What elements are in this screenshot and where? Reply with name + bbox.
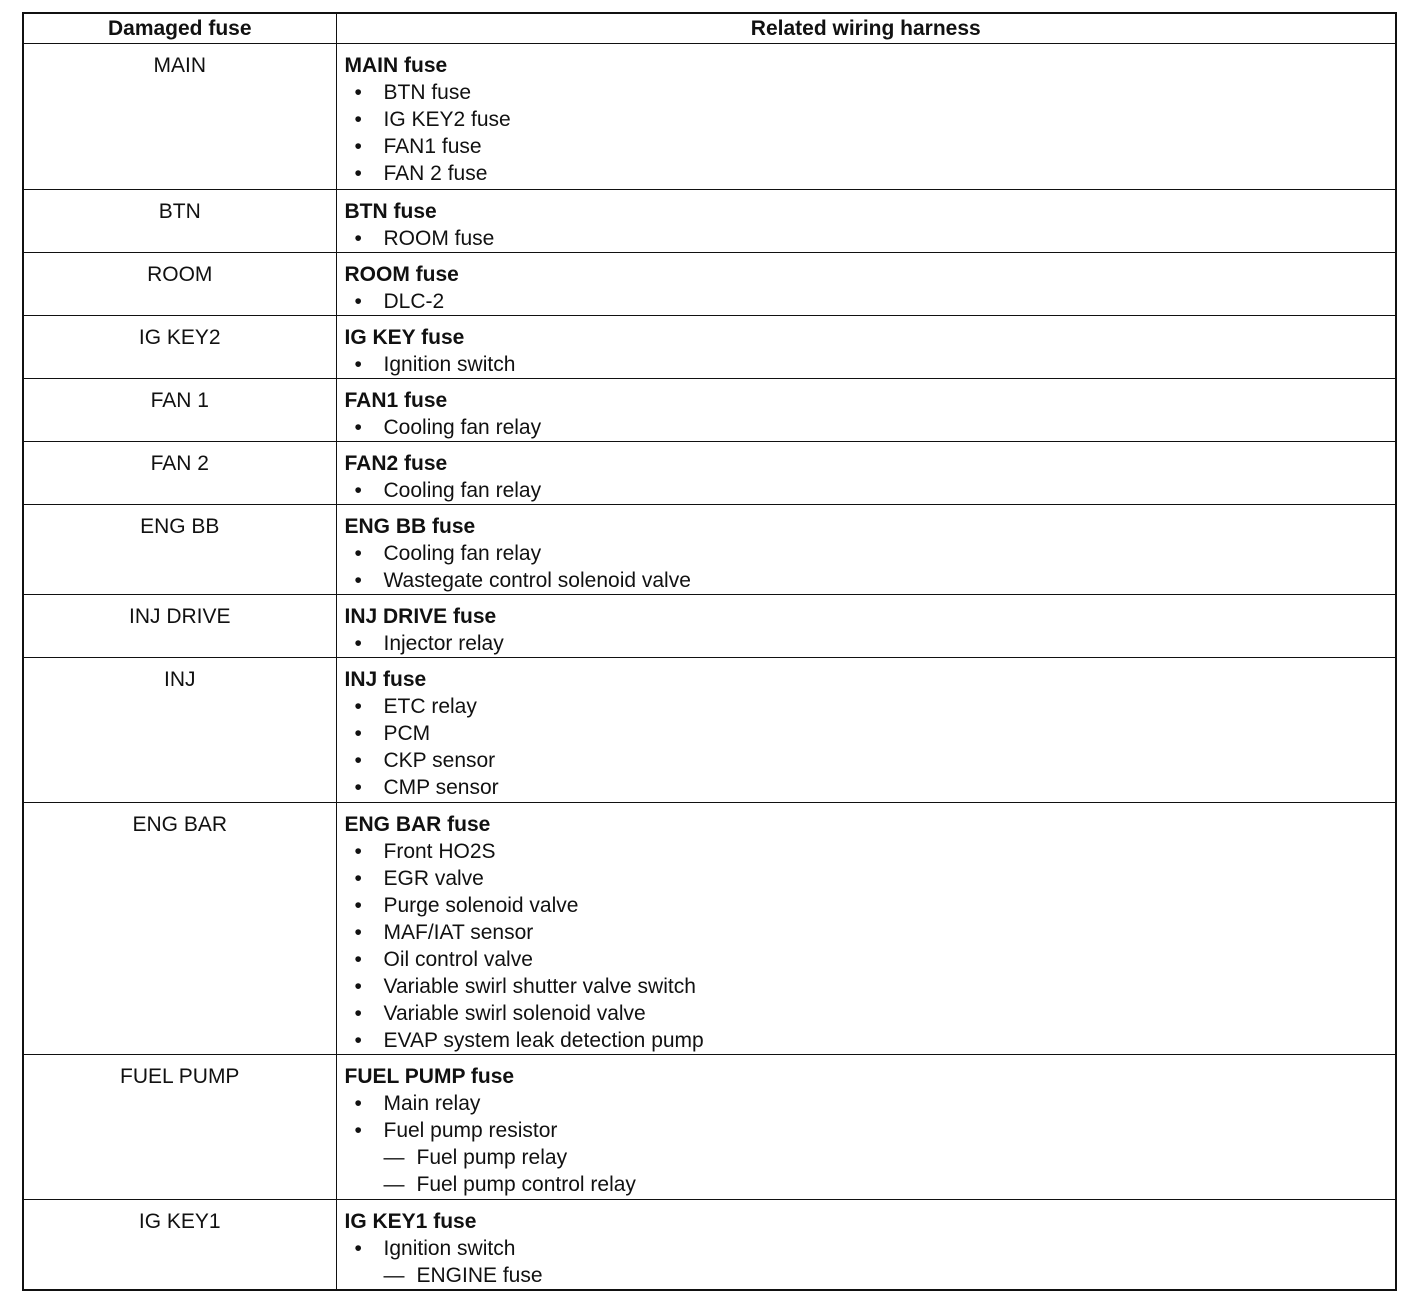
list-item [345, 288, 1396, 315]
related-harness-cell [336, 44, 1396, 190]
bullet-icon: • [354, 569, 362, 592]
header-row [23, 13, 1396, 44]
list-item-text: Ignition switch [383, 353, 516, 376]
list-item [345, 973, 1396, 1000]
list-item-text: IG KEY2 fuse [383, 108, 511, 131]
list-item-text: BTN fuse [383, 81, 472, 104]
list-item [345, 747, 1396, 774]
bullet-icon: • [354, 135, 362, 158]
bullet-icon: • [354, 1119, 362, 1142]
sub-list-item-text: Fuel pump relay [416, 1146, 568, 1169]
header-related-harness: Related wiring harness [336, 13, 1396, 44]
list-item-text: Cooling fan relay [383, 479, 542, 502]
list-item-text: MAF/IAT sensor [383, 921, 534, 944]
list-item [345, 838, 1396, 865]
list-item-text: Variable swirl shutter valve switch [383, 975, 696, 998]
bullet-icon: • [354, 749, 362, 772]
list-item [345, 225, 1396, 252]
list-item-text: Main relay [383, 1092, 481, 1115]
harness-title: INJ fuse [344, 668, 427, 691]
list-item [345, 892, 1396, 919]
damaged-fuse-cell: MAIN [23, 44, 336, 190]
list-item-text: Cooling fan relay [383, 542, 542, 565]
damaged-fuse-cell: IG KEY1 [23, 1200, 336, 1291]
harness-title: FAN1 fuse [344, 389, 448, 412]
list-item-text: ROOM fuse [383, 227, 495, 250]
bullet-icon: • [354, 722, 362, 745]
list-item-text: Fuel pump resistor [383, 1119, 558, 1142]
related-harness-cell [336, 190, 1396, 253]
list-item [345, 1090, 1396, 1117]
bullet-icon: • [354, 1002, 362, 1025]
table-row [23, 442, 1396, 505]
table-row [23, 595, 1396, 658]
bullet-icon: • [354, 921, 362, 944]
list-item-text: Cooling fan relay [383, 416, 542, 439]
bullet-icon: • [354, 81, 362, 104]
dash-icon: — [383, 1264, 405, 1287]
bullet-icon: • [354, 867, 362, 890]
list-item-text: EGR valve [383, 867, 484, 890]
list-item [345, 919, 1396, 946]
list-item-text: Purge solenoid valve [383, 894, 579, 917]
harness-title: INJ DRIVE fuse [344, 605, 497, 628]
list-item-text: ETC relay [383, 695, 477, 718]
table-row [23, 379, 1396, 442]
list-item [345, 1000, 1396, 1027]
fuse-table [22, 12, 1397, 1291]
list-item-text: CMP sensor [383, 776, 499, 799]
table-row [23, 1055, 1396, 1200]
header-damaged-fuse: Damaged fuse [23, 13, 336, 44]
list-item [345, 630, 1396, 657]
list-item-text: FAN1 fuse [383, 135, 482, 158]
table-row [23, 44, 1396, 190]
list-item [345, 477, 1396, 504]
related-harness-cell [336, 1200, 1396, 1291]
list-item [345, 693, 1396, 720]
damaged-fuse-cell: INJ [23, 658, 336, 803]
table-row [23, 190, 1396, 253]
bullet-icon: • [354, 776, 362, 799]
related-harness-cell [336, 505, 1396, 595]
dash-icon: — [383, 1146, 405, 1169]
bullet-icon: • [354, 695, 362, 718]
bullet-icon: • [354, 948, 362, 971]
related-harness-cell [336, 658, 1396, 803]
harness-title: MAIN fuse [344, 54, 448, 77]
bullet-icon: • [354, 353, 362, 376]
list-item-text: Wastegate control solenoid valve [383, 569, 691, 592]
list-item [345, 946, 1396, 973]
bullet-icon: • [354, 290, 362, 313]
bullet-icon: • [354, 1092, 362, 1115]
list-item-text: DLC-2 [383, 290, 445, 313]
list-item [345, 79, 1396, 106]
harness-title: IG KEY fuse [344, 326, 465, 349]
table-row [23, 803, 1396, 1055]
sub-list-item [345, 1171, 1396, 1198]
bullet-icon: • [354, 542, 362, 565]
damaged-fuse-cell: INJ DRIVE [23, 595, 336, 658]
table-row [23, 316, 1396, 379]
list-item [345, 1117, 1396, 1144]
related-harness-cell [336, 253, 1396, 316]
list-item [345, 351, 1396, 378]
table-row [23, 1200, 1396, 1291]
damaged-fuse-cell: FAN 2 [23, 442, 336, 505]
list-item-text: Injector relay [383, 632, 504, 655]
damaged-fuse-cell: BTN [23, 190, 336, 253]
bullet-icon: • [354, 227, 362, 250]
damaged-fuse-cell: IG KEY2 [23, 316, 336, 379]
bullet-icon: • [354, 108, 362, 131]
list-item [345, 414, 1396, 441]
related-harness-cell [336, 379, 1396, 442]
harness-title: FAN2 fuse [344, 452, 448, 475]
bullet-icon: • [354, 479, 362, 502]
bullet-icon: • [354, 632, 362, 655]
list-item-text: PCM [383, 722, 431, 745]
harness-title: FUEL PUMP fuse [344, 1065, 515, 1088]
list-item [345, 133, 1396, 160]
sub-list-item [345, 1262, 1396, 1289]
list-item-text: Front HO2S [383, 840, 496, 863]
damaged-fuse-cell: ENG BB [23, 505, 336, 595]
table-row [23, 658, 1396, 803]
harness-title: ENG BB fuse [344, 515, 476, 538]
bullet-icon: • [354, 416, 362, 439]
harness-title: IG KEY1 fuse [344, 1210, 477, 1233]
list-item [345, 1027, 1396, 1054]
list-item-text: Oil control valve [383, 948, 533, 971]
list-item [345, 106, 1396, 133]
damaged-fuse-cell: FAN 1 [23, 379, 336, 442]
damaged-fuse-cell: ENG BAR [23, 803, 336, 1055]
sub-list-item-text: ENGINE fuse [416, 1264, 543, 1287]
harness-title: BTN fuse [344, 200, 437, 223]
bullet-icon: • [354, 894, 362, 917]
list-item-text: EVAP system leak detection pump [383, 1029, 704, 1052]
harness-title: ROOM fuse [344, 263, 459, 286]
related-harness-cell [336, 595, 1396, 658]
damaged-fuse-cell: ROOM [23, 253, 336, 316]
list-item [345, 567, 1396, 594]
bullet-icon: • [354, 840, 362, 863]
sub-list-item-text: Fuel pump control relay [416, 1173, 636, 1196]
related-harness-cell [336, 1055, 1396, 1200]
list-item [345, 865, 1396, 892]
bullet-icon: • [354, 1029, 362, 1052]
damaged-fuse-cell: FUEL PUMP [23, 1055, 336, 1200]
list-item [345, 160, 1396, 187]
dash-icon: — [383, 1173, 405, 1196]
list-item [345, 1235, 1396, 1262]
related-harness-cell [336, 803, 1396, 1055]
table-row [23, 253, 1396, 316]
list-item-text: Variable swirl solenoid valve [383, 1002, 646, 1025]
sub-list-item [345, 1144, 1396, 1171]
bullet-icon: • [354, 975, 362, 998]
list-item [345, 720, 1396, 747]
list-item-text: FAN 2 fuse [383, 162, 488, 185]
list-item-text: Ignition switch [383, 1237, 516, 1260]
list-item [345, 774, 1396, 801]
related-harness-cell [336, 442, 1396, 505]
list-item [345, 540, 1396, 567]
harness-title: ENG BAR fuse [344, 813, 491, 836]
related-harness-cell [336, 316, 1396, 379]
table-row [23, 505, 1396, 595]
bullet-icon: • [354, 1237, 362, 1260]
list-item-text: CKP sensor [383, 749, 496, 772]
bullet-icon: • [354, 162, 362, 185]
